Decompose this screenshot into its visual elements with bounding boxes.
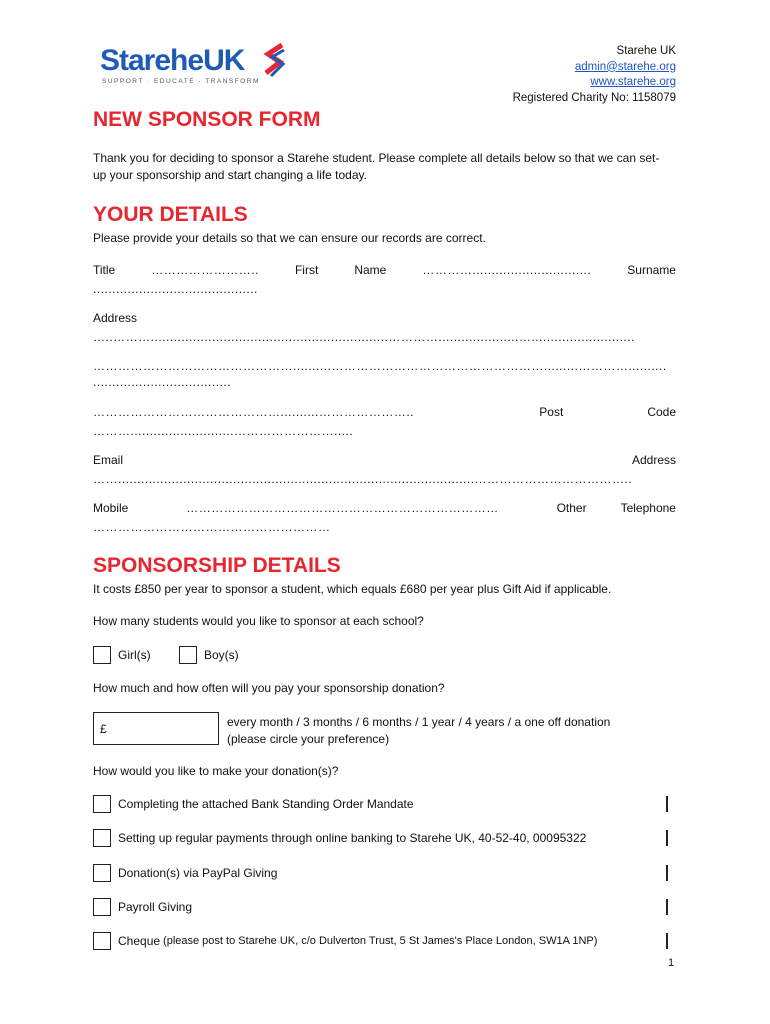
- telephone-field[interactable]: …………………………………………………: [93, 520, 331, 534]
- method-label: Completing the attached Bank Standing Order Mandate: [118, 797, 414, 811]
- girls-checkbox[interactable]: [93, 646, 111, 664]
- girls-option[interactable]: [93, 646, 151, 664]
- donation-question: How much and how often will you pay your sponsorship donation?: [93, 681, 445, 695]
- surname-label: Surname: [627, 263, 676, 277]
- method-label: Payroll Giving: [118, 900, 193, 914]
- your-details-heading: YOUR DETAILS: [93, 203, 248, 226]
- method-checkbox[interactable]: [93, 795, 111, 813]
- frequency-text[interactable]: every month / 3 months / 6 months / 1 year / 4 years / a one off donation: [227, 715, 611, 729]
- name-row: [93, 263, 676, 277]
- method-marker: [666, 899, 668, 915]
- method-label: Donation(s) via PayPal Giving: [118, 866, 278, 880]
- method-label: Setting up regular payments through online banking to Starehe UK, 40-52-40, 00095322: [118, 831, 587, 845]
- cost-text: It costs £850 per year to sponsor a student, which equals £680 per year plus Gift Aid if applicable.: [93, 582, 612, 596]
- your-details-subtitle: Please provide your details so that we can ensure our records are correct.: [93, 231, 486, 245]
- method-marker: [666, 865, 668, 881]
- logo-s-mark-icon: [262, 42, 286, 80]
- cheque-marker: [666, 933, 668, 949]
- sponsorship-heading: SPONSORSHIP DETAILS: [93, 554, 341, 577]
- org-info: [513, 44, 676, 106]
- boys-checkbox[interactable]: [179, 646, 197, 664]
- method-option[interactable]: [93, 829, 586, 847]
- frequency-note: (please circle your preference): [227, 732, 390, 746]
- address-line-2[interactable]: …………………………………………..........…………………………………………….........…………..........: [93, 359, 667, 373]
- page-number: 1: [668, 957, 675, 969]
- name-label: Name: [354, 263, 387, 277]
- mobile-field[interactable]: …………………………………………………………………: [186, 501, 499, 515]
- address-line-3[interactable]: ....................................: [93, 375, 232, 389]
- email-address-label: Address: [631, 453, 676, 467]
- boys-label: Boy(s): [204, 648, 239, 662]
- method-checkbox[interactable]: [93, 864, 111, 882]
- mobile-label: Mobile: [93, 501, 129, 515]
- intro-text: Thank you for deciding to sponsor a Starehe student. Please complete all details below so that we can set-up your sponsorship and start changing a life today.: [93, 151, 660, 182]
- method-option[interactable]: [93, 898, 192, 916]
- org-website-link[interactable]: www.starehe.org: [590, 76, 676, 88]
- students-question: How many students would you like to sponsor at each school?: [93, 614, 424, 628]
- method-checkbox[interactable]: [93, 898, 111, 916]
- org-email-link[interactable]: admin@starehe.org: [574, 60, 676, 73]
- method-option[interactable]: [93, 795, 414, 813]
- method-question: How would you like to make your donation(s)?: [93, 764, 339, 778]
- code-label: Code: [647, 405, 676, 419]
- currency-symbol: £: [100, 722, 107, 736]
- address-line-4[interactable]: ………………………………………..........…………………..: [93, 405, 415, 419]
- cheque-note: (please post to Starehe UK, c/o Dulverton Trust, 5 St James's Place London, SW1A 1NP): [163, 935, 598, 947]
- method-checkbox[interactable]: [93, 829, 111, 847]
- method-marker: [666, 796, 668, 812]
- telephone-label: Telephone: [620, 501, 676, 515]
- first-name-field[interactable]: …………...............................: [422, 263, 592, 277]
- email-row: [93, 453, 676, 467]
- title-label: Title: [93, 263, 116, 277]
- mobile-row: [93, 501, 676, 515]
- logo-wordmark: StareheUK: [100, 44, 245, 77]
- surname-field[interactable]: ...........................................: [93, 282, 258, 296]
- cheque-checkbox[interactable]: [93, 932, 111, 950]
- cheque-label: Cheque: [118, 934, 161, 948]
- postcode-row: [93, 405, 676, 419]
- frequency-options: [227, 714, 610, 748]
- email-field[interactable]: …….............................................................................................………………………………..: [93, 472, 633, 486]
- org-name: Starehe UK: [616, 45, 676, 57]
- address-line-1[interactable]: …..………..............................................................………….....................…...........................: [93, 330, 635, 344]
- method-marker: [666, 830, 668, 846]
- address-label: Address: [93, 311, 138, 325]
- email-label: Email: [93, 453, 124, 467]
- other-label: Other: [556, 501, 587, 515]
- form-title: NEW SPONSOR FORM: [93, 108, 321, 131]
- org-charity-number: Registered Charity No: 1158079: [512, 91, 676, 104]
- amount-input[interactable]: [93, 712, 219, 745]
- title-field[interactable]: ……………………..: [151, 263, 259, 277]
- first-label: First: [294, 263, 319, 277]
- girls-label: Girl(s): [118, 648, 151, 662]
- logo: [100, 43, 290, 91]
- method-option[interactable]: [93, 864, 277, 882]
- cheque-option[interactable]: [93, 932, 597, 950]
- boys-option[interactable]: [179, 646, 239, 664]
- post-label: Post: [539, 405, 564, 419]
- logo-tagline: SUPPORT · EDUCATE · TRANSFORM: [102, 78, 260, 85]
- postcode-field[interactable]: ………...........................…………………….....: [93, 424, 354, 438]
